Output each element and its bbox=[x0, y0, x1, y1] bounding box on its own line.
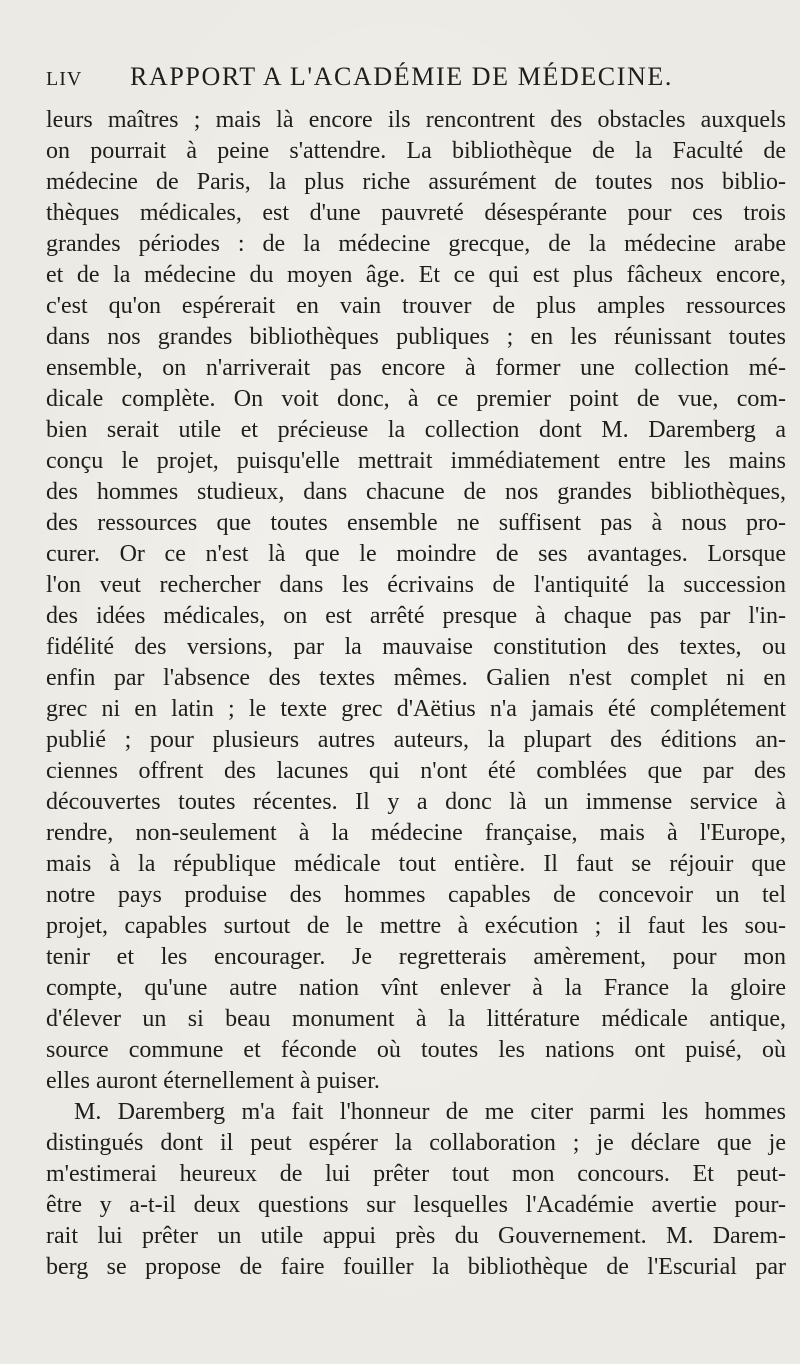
text-line: thèques médicales, est d'une pauvreté désespérante pour ces trois bbox=[46, 200, 786, 226]
text-line: fidélité des versions, par la mauvaise constitution des textes, ou bbox=[46, 634, 786, 660]
text-line: et de la médecine du moyen âge. Et ce qui est plus fâcheux encore, bbox=[46, 262, 786, 288]
running-title: RAPPORT A L'ACADÉMIE DE MÉDECINE. bbox=[130, 62, 673, 91]
text-line: conçu le projet, puisqu'elle mettrait immédiatement entre les mains bbox=[46, 448, 786, 474]
text-line: mais à la république médicale tout entière. Il faut se réjouir que bbox=[46, 851, 786, 877]
text-line: grandes périodes : de la médecine grecque, de la médecine arabe bbox=[46, 231, 786, 257]
text-line: rendre, non-seulement à la médecine française, mais à l'Europe, bbox=[46, 820, 786, 846]
text-line: source commune et féconde où toutes les nations ont puisé, où bbox=[46, 1037, 786, 1063]
page-number: LIV bbox=[46, 68, 83, 90]
text-line: des idées médicales, on est arrêté presque à chaque pas par l'in- bbox=[46, 603, 786, 629]
text-line: découvertes toutes récentes. Il y a donc là un immense service à bbox=[46, 789, 786, 815]
text-line: berg se propose de faire fouiller la bibliothèque de l'Escurial par bbox=[46, 1254, 786, 1280]
text-line: on pourrait à peine s'attendre. La bibliothèque de la Faculté de bbox=[46, 138, 786, 164]
text-line: d'élever un si beau monument à la littérature médicale antique, bbox=[46, 1006, 786, 1032]
text-line: dans nos grandes bibliothèques publiques ; en les réunissant toutes bbox=[46, 324, 786, 350]
text-line: M. Daremberg m'a fait l'honneur de me citer parmi les hommes bbox=[74, 1099, 786, 1125]
text-line: ensemble, on n'arriverait pas encore à former une collection mé- bbox=[46, 355, 786, 381]
text-line: dicale complète. On voit donc, à ce premier point de vue, com- bbox=[46, 386, 786, 412]
text-line: leurs maîtres ; mais là encore ils rencontrent des obstacles auxquels bbox=[46, 107, 786, 133]
text-line: elles auront éternellement à puiser. bbox=[46, 1068, 380, 1094]
text-line: c'est qu'on espérerait en vain trouver de plus amples ressources bbox=[46, 293, 786, 319]
text-line: être y a-t-il deux questions sur lesquelles l'Académie avertie pour- bbox=[46, 1192, 786, 1218]
text-line: enfin par l'absence des textes mêmes. Galien n'est complet ni en bbox=[46, 665, 786, 691]
text-line: distingués dont il peut espérer la collaboration ; je déclare que je bbox=[46, 1130, 786, 1156]
text-line: m'estimerai heureux de lui prêter tout mon concours. Et peut- bbox=[46, 1161, 786, 1187]
running-header bbox=[46, 62, 786, 96]
paragraph-1 bbox=[46, 105, 786, 1097]
text-line: ciennes offrent des lacunes qui n'ont été comblées que par des bbox=[46, 758, 786, 784]
text-line: projet, capables surtout de le mettre à exécution ; il faut les sou- bbox=[46, 913, 786, 939]
text-line: bien serait utile et précieuse la collection dont M. Daremberg a bbox=[46, 417, 786, 443]
text-line: curer. Or ce n'est là que le moindre de ses avantages. Lorsque bbox=[46, 541, 786, 567]
text-line: des ressources que toutes ensemble ne suffisent pas à nous pro- bbox=[46, 510, 786, 536]
text-line: l'on veut rechercher dans les écrivains de l'antiquité la succession bbox=[46, 572, 786, 598]
text-line: médecine de Paris, la plus riche assurément de toutes nos biblio- bbox=[46, 169, 786, 195]
paragraph-2 bbox=[46, 1097, 786, 1283]
text-line: des hommes studieux, dans chacune de nos grandes bibliothèques, bbox=[46, 479, 786, 505]
text-line: rait lui prêter un utile appui près du Gouvernement. M. Darem- bbox=[46, 1223, 786, 1249]
text-line: compte, qu'une autre nation vînt enlever à la France la gloire bbox=[46, 975, 786, 1001]
text-line: publié ; pour plusieurs autres auteurs, la plupart des éditions an- bbox=[46, 727, 786, 753]
text-line: tenir et les encourager. Je regretterais amèrement, pour mon bbox=[46, 944, 786, 970]
body-text bbox=[46, 105, 786, 1283]
text-line: grec ni en latin ; le texte grec d'Aëtius n'a jamais été complétement bbox=[46, 696, 786, 722]
text-line: notre pays produise des hommes capables de concevoir un tel bbox=[46, 882, 786, 908]
